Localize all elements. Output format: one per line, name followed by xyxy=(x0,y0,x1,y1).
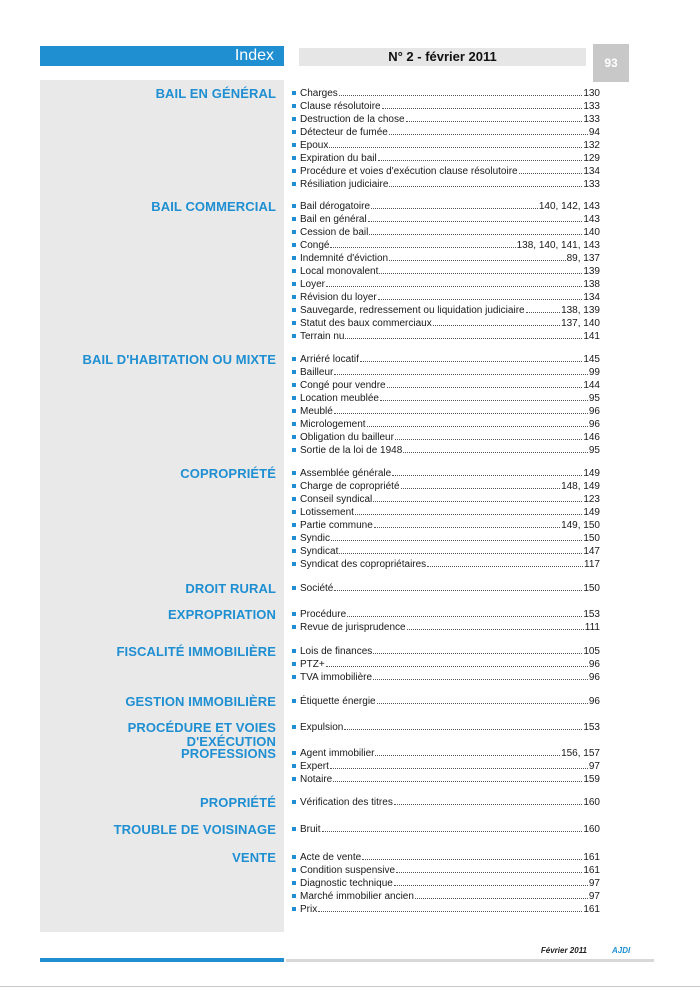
square-bullet-icon xyxy=(292,321,296,325)
entry-term: Revue de jurisprudence xyxy=(300,622,406,633)
entry-term: Diagnostic technique xyxy=(300,878,393,889)
entry-pages: 148, 149 xyxy=(561,481,600,492)
dot-leader xyxy=(360,354,582,362)
dot-leader xyxy=(374,520,560,528)
dot-leader xyxy=(334,367,588,375)
index-entry xyxy=(292,658,600,671)
index-entry xyxy=(292,353,600,366)
entry-term: Expulsion xyxy=(300,722,344,733)
entry-term: Bailleur xyxy=(300,367,334,378)
entry-pages: 143 xyxy=(583,214,600,225)
square-bullet-icon xyxy=(292,143,296,147)
index-entry xyxy=(292,165,600,178)
category-heading: TROUBLE DE VOISINAGE xyxy=(113,822,276,837)
dot-leader xyxy=(373,494,582,502)
square-bullet-icon xyxy=(292,855,296,859)
index-entry xyxy=(292,796,600,809)
index-entry xyxy=(292,480,600,493)
entry-pages: 161 xyxy=(583,852,600,863)
entry-pages: 133 xyxy=(583,179,600,190)
index-entry xyxy=(292,178,600,191)
dot-leader xyxy=(318,904,582,912)
entry-term: Arriéré locatif xyxy=(300,354,359,365)
dot-leader xyxy=(387,380,583,388)
category-heading: EXPROPRIATION xyxy=(168,607,276,622)
category-heading: BAIL D'HABITATION OU MIXTE xyxy=(82,352,276,367)
entry-term: Agent immobilier xyxy=(300,748,375,759)
index-entry xyxy=(292,608,600,621)
category-heading: PROPRIÉTÉ xyxy=(199,795,276,810)
dot-leader xyxy=(355,507,582,515)
index-entry xyxy=(292,721,600,734)
index-entry xyxy=(292,621,600,634)
entry-term: Meublé xyxy=(300,406,333,417)
entry-pages: 117 xyxy=(584,559,600,570)
index-entry xyxy=(292,418,600,431)
entry-pages: 145 xyxy=(583,354,600,365)
entry-term: Congé pour vendre xyxy=(300,380,386,391)
entry-term: PTZ+ xyxy=(300,659,325,670)
dot-leader xyxy=(526,305,560,313)
dot-leader xyxy=(373,646,582,654)
index-entry xyxy=(292,558,600,571)
dot-leader xyxy=(377,696,588,704)
square-bullet-icon xyxy=(292,523,296,527)
entry-pages: 111 xyxy=(584,622,600,633)
dot-leader xyxy=(401,481,561,489)
index-entry xyxy=(292,139,600,152)
entry-term: Expiration du bail xyxy=(300,153,377,164)
index-entry xyxy=(292,126,600,139)
square-bullet-icon xyxy=(292,243,296,247)
entry-pages: 97 xyxy=(588,878,600,889)
entry-term: Sortie de la loi de 1948 xyxy=(300,445,403,456)
entry-pages: 140 xyxy=(583,227,600,238)
index-entry xyxy=(292,392,600,405)
entry-pages: 140, 142, 143 xyxy=(538,201,600,212)
dot-leader xyxy=(392,468,582,476)
index-entry xyxy=(292,379,600,392)
square-bullet-icon xyxy=(292,269,296,273)
square-bullet-icon xyxy=(292,625,296,629)
square-bullet-icon xyxy=(292,156,296,160)
entry-pages: 161 xyxy=(583,904,600,915)
entry-pages: 96 xyxy=(588,659,600,670)
entry-pages: 133 xyxy=(583,114,600,125)
dot-leader xyxy=(394,797,582,805)
dot-leader xyxy=(395,432,582,440)
entry-term: TVA immobilière xyxy=(300,672,373,683)
entry-pages: 96 xyxy=(588,672,600,683)
entry-pages: 156, 157 xyxy=(561,748,600,759)
dot-leader xyxy=(334,406,588,414)
index-entry xyxy=(292,239,600,252)
entry-term: Prix xyxy=(300,904,318,915)
footer-date: Février 2011 xyxy=(540,946,587,955)
square-bullet-icon xyxy=(292,484,296,488)
square-bullet-icon xyxy=(292,662,296,666)
index-entry xyxy=(292,304,600,317)
entry-pages: 138, 139 xyxy=(561,305,600,316)
index-entry xyxy=(292,864,600,877)
index-entry xyxy=(292,252,600,265)
entry-term: Bail dérogatoire xyxy=(300,201,371,212)
dot-leader xyxy=(344,722,582,730)
index-entry xyxy=(292,265,600,278)
entry-pages: 96 xyxy=(588,696,600,707)
square-bullet-icon xyxy=(292,612,296,616)
entry-pages: 96 xyxy=(588,419,600,430)
dot-leader xyxy=(389,179,582,187)
category-heading: BAIL COMMERCIAL xyxy=(151,199,276,214)
index-entry xyxy=(292,330,600,343)
square-bullet-icon xyxy=(292,800,296,804)
square-bullet-icon xyxy=(292,370,296,374)
index-entry xyxy=(292,152,600,165)
entry-pages: 153 xyxy=(583,609,600,620)
entry-term: Statut des baux commerciaux xyxy=(300,318,432,329)
index-entry xyxy=(292,213,600,226)
category-heading: BAIL EN GÉNÉRAL xyxy=(155,86,276,101)
dot-leader xyxy=(339,88,583,96)
square-bullet-icon xyxy=(292,751,296,755)
entry-pages: 160 xyxy=(583,824,600,835)
entry-term: Syndicat des copropriétaires xyxy=(300,559,427,570)
index-entry xyxy=(292,200,600,213)
dot-leader xyxy=(375,748,560,756)
index-entry xyxy=(292,645,600,658)
entry-term: Micrologement xyxy=(300,419,366,430)
square-bullet-icon xyxy=(292,169,296,173)
dot-leader xyxy=(519,166,583,174)
square-bullet-icon xyxy=(292,471,296,475)
square-bullet-icon xyxy=(292,357,296,361)
dot-leader xyxy=(369,227,582,235)
entry-term: Destruction de la chose xyxy=(300,114,405,125)
entry-pages: 130 xyxy=(583,88,600,99)
issue-header xyxy=(299,48,586,66)
dot-leader xyxy=(347,609,582,617)
entry-pages: 149 xyxy=(583,468,600,479)
dot-leader xyxy=(371,201,538,209)
entry-pages: 133 xyxy=(583,101,600,112)
square-bullet-icon xyxy=(292,510,296,514)
category-column xyxy=(40,80,284,932)
index-entry xyxy=(292,278,600,291)
index-entry xyxy=(292,100,600,113)
entry-term: Obligation du bailleur xyxy=(300,432,394,443)
entry-term: Expert xyxy=(300,761,329,772)
index-entry xyxy=(292,405,600,418)
square-bullet-icon xyxy=(292,586,296,590)
entry-pages: 99 xyxy=(588,367,600,378)
entry-term: Acte de vente xyxy=(300,852,362,863)
entry-term: Bruit xyxy=(300,824,321,835)
entry-pages: 160 xyxy=(583,797,600,808)
index-entry xyxy=(292,671,600,684)
entry-term: Condition suspensive xyxy=(300,865,396,876)
dot-leader xyxy=(362,852,582,860)
entry-term: Clause résolutoire xyxy=(300,101,381,112)
entry-term: Syndic xyxy=(300,533,331,544)
index-entry xyxy=(292,877,600,890)
entry-pages: 149 xyxy=(583,507,600,518)
entry-pages: 138, 140, 141, 143 xyxy=(516,240,600,251)
square-bullet-icon xyxy=(292,725,296,729)
index-entry xyxy=(292,851,600,864)
entry-term: Charge de copropriété xyxy=(300,481,400,492)
entry-term: Notaire xyxy=(300,774,333,785)
square-bullet-icon xyxy=(292,649,296,653)
square-bullet-icon xyxy=(292,448,296,452)
square-bullet-icon xyxy=(292,117,296,121)
index-entry xyxy=(292,903,600,916)
index-entry xyxy=(292,431,600,444)
index-entry xyxy=(292,582,600,595)
entry-pages: 89, 137 xyxy=(566,253,600,264)
entry-pages: 159 xyxy=(583,774,600,785)
dot-leader xyxy=(333,774,582,782)
index-entry xyxy=(292,444,600,457)
entry-pages: 144 xyxy=(583,380,600,391)
index-entry xyxy=(292,291,600,304)
entry-pages: 97 xyxy=(588,761,600,772)
dot-leader xyxy=(379,266,582,274)
entry-pages: 149, 150 xyxy=(561,520,600,531)
square-bullet-icon xyxy=(292,699,296,703)
entry-pages: 153 xyxy=(583,722,600,733)
square-bullet-icon xyxy=(292,204,296,208)
square-bullet-icon xyxy=(292,497,296,501)
dot-leader xyxy=(368,214,583,222)
square-bullet-icon xyxy=(292,182,296,186)
entry-term: Procédure et voies d'exécution clause résolutoire xyxy=(300,166,518,177)
entry-pages: 129 xyxy=(583,153,600,164)
square-bullet-icon xyxy=(292,295,296,299)
dot-leader xyxy=(407,622,584,630)
index-entry xyxy=(292,87,600,100)
index-entry xyxy=(292,773,600,786)
entry-term: Cession de bail xyxy=(300,227,369,238)
square-bullet-icon xyxy=(292,130,296,134)
index-entry xyxy=(292,467,600,480)
index-title: Index xyxy=(234,47,274,64)
issue-title: N° 2 - février 2011 xyxy=(388,49,497,64)
entry-pages: 147 xyxy=(583,546,600,557)
entry-pages: 150 xyxy=(583,583,600,594)
entry-term: Procédure xyxy=(300,609,347,620)
dot-leader xyxy=(396,865,582,873)
entry-term: Local monovalent xyxy=(300,266,379,277)
square-bullet-icon xyxy=(292,396,296,400)
entry-term: Terrain nu xyxy=(300,331,345,342)
entries-column xyxy=(292,80,598,932)
dot-leader xyxy=(326,279,582,287)
page-number: 93 xyxy=(604,56,618,70)
dot-leader xyxy=(433,318,560,326)
index-entry xyxy=(292,545,600,558)
entry-pages: 146 xyxy=(583,432,600,443)
square-bullet-icon xyxy=(292,104,296,108)
index-header xyxy=(40,46,284,66)
index-entry xyxy=(292,532,600,545)
entry-term: Epoux xyxy=(300,140,329,151)
square-bullet-icon xyxy=(292,217,296,221)
square-bullet-icon xyxy=(292,536,296,540)
entry-term: Indemnité d'éviction xyxy=(300,253,389,264)
entry-term: Sauvegarde, redressement ou liquidation judiciaire xyxy=(300,305,525,316)
index-entry xyxy=(292,493,600,506)
footer-accent-rule xyxy=(40,958,284,962)
entry-term: Loyer xyxy=(300,279,326,290)
dot-leader xyxy=(326,659,588,667)
entry-pages: 132 xyxy=(583,140,600,151)
index-entry xyxy=(292,760,600,773)
dot-leader xyxy=(330,761,588,769)
entry-term: Lois de finances xyxy=(300,646,373,657)
category-heading: GESTION IMMOBILIÈRE xyxy=(125,694,276,709)
dot-leader xyxy=(394,878,588,886)
square-bullet-icon xyxy=(292,907,296,911)
square-bullet-icon xyxy=(292,868,296,872)
entry-pages: 96 xyxy=(588,406,600,417)
index-entry xyxy=(292,506,600,519)
entry-pages: 161 xyxy=(583,865,600,876)
entry-term: Société xyxy=(300,583,334,594)
entry-term: Bail en général xyxy=(300,214,367,225)
square-bullet-icon xyxy=(292,435,296,439)
dot-leader xyxy=(330,240,515,248)
category-heading: COPROPRIÉTÉ xyxy=(180,466,276,481)
entry-pages: 138 xyxy=(583,279,600,290)
entry-term: Syndicat xyxy=(300,546,339,557)
index-entry xyxy=(292,519,600,532)
square-bullet-icon xyxy=(292,282,296,286)
square-bullet-icon xyxy=(292,881,296,885)
square-bullet-icon xyxy=(292,91,296,95)
square-bullet-icon xyxy=(292,409,296,413)
dot-leader xyxy=(380,393,588,401)
dot-leader xyxy=(378,292,583,300)
dot-leader xyxy=(403,445,588,453)
square-bullet-icon xyxy=(292,675,296,679)
square-bullet-icon xyxy=(292,230,296,234)
entry-pages: 97 xyxy=(588,891,600,902)
square-bullet-icon xyxy=(292,777,296,781)
square-bullet-icon xyxy=(292,764,296,768)
entry-term: Vérification des titres xyxy=(300,797,393,808)
footer-brand: AJDI xyxy=(612,946,631,955)
entry-term: Détecteur de fumée xyxy=(300,127,388,138)
entry-term: Congé xyxy=(300,240,330,251)
entry-pages: 141 xyxy=(583,331,600,342)
square-bullet-icon xyxy=(292,827,296,831)
dot-leader xyxy=(334,583,582,591)
index-entry xyxy=(292,823,600,836)
entry-term: Conseil syndical xyxy=(300,494,373,505)
entry-term: Lotissement xyxy=(300,507,354,518)
square-bullet-icon xyxy=(292,422,296,426)
dot-leader xyxy=(389,127,588,135)
entry-term: Location meublée xyxy=(300,393,379,404)
dot-leader xyxy=(329,140,582,148)
square-bullet-icon xyxy=(292,894,296,898)
dot-leader xyxy=(322,824,583,832)
square-bullet-icon xyxy=(292,308,296,312)
dot-leader xyxy=(382,101,583,109)
entry-term: Résiliation judiciaire xyxy=(300,179,389,190)
entry-term: Charges xyxy=(300,88,338,99)
index-entry xyxy=(292,747,600,760)
dot-leader xyxy=(345,331,582,339)
square-bullet-icon xyxy=(292,256,296,260)
category-heading: PROFESSIONS xyxy=(180,746,276,761)
dot-leader xyxy=(415,891,588,899)
dot-leader xyxy=(339,546,582,554)
square-bullet-icon xyxy=(292,383,296,387)
dot-leader xyxy=(389,253,566,261)
entry-pages: 105 xyxy=(583,646,600,657)
entry-pages: 139 xyxy=(583,266,600,277)
entry-term: Assemblée générale xyxy=(300,468,392,479)
dot-leader xyxy=(331,533,582,541)
footer-rule xyxy=(286,959,654,962)
entry-pages: 95 xyxy=(588,445,600,456)
entry-term: Révision du loyer xyxy=(300,292,377,303)
entry-term: Marché immobilier ancien xyxy=(300,891,414,902)
square-bullet-icon xyxy=(292,562,296,566)
category-heading: FISCALITÉ IMMOBILIÈRE xyxy=(116,644,276,659)
index-entry xyxy=(292,226,600,239)
index-entry xyxy=(292,366,600,379)
dot-leader xyxy=(427,559,583,567)
entry-pages: 150 xyxy=(583,533,600,544)
page-number-box xyxy=(593,44,629,82)
index-entry xyxy=(292,113,600,126)
category-heading: VENTE xyxy=(232,850,276,865)
index-entry xyxy=(292,317,600,330)
square-bullet-icon xyxy=(292,334,296,338)
dot-leader xyxy=(406,114,583,122)
entry-pages: 95 xyxy=(588,393,600,404)
dot-leader xyxy=(367,419,588,427)
entry-pages: 134 xyxy=(583,292,600,303)
entry-pages: 94 xyxy=(588,127,600,138)
entry-term: Étiquette énergie xyxy=(300,696,376,707)
entry-pages: 123 xyxy=(583,494,600,505)
dot-leader xyxy=(373,672,588,680)
category-heading: PROCÉDURE ET VOIES D'EXÉCUTION xyxy=(127,720,276,749)
square-bullet-icon xyxy=(292,549,296,553)
index-entry xyxy=(292,890,600,903)
entry-pages: 137, 140 xyxy=(561,318,600,329)
index-entry xyxy=(292,695,600,708)
dot-leader xyxy=(378,153,583,161)
entry-pages: 134 xyxy=(583,166,600,177)
bottom-divider xyxy=(0,986,700,987)
entry-term: Partie commune xyxy=(300,520,373,531)
category-heading: DROIT RURAL xyxy=(185,581,276,596)
